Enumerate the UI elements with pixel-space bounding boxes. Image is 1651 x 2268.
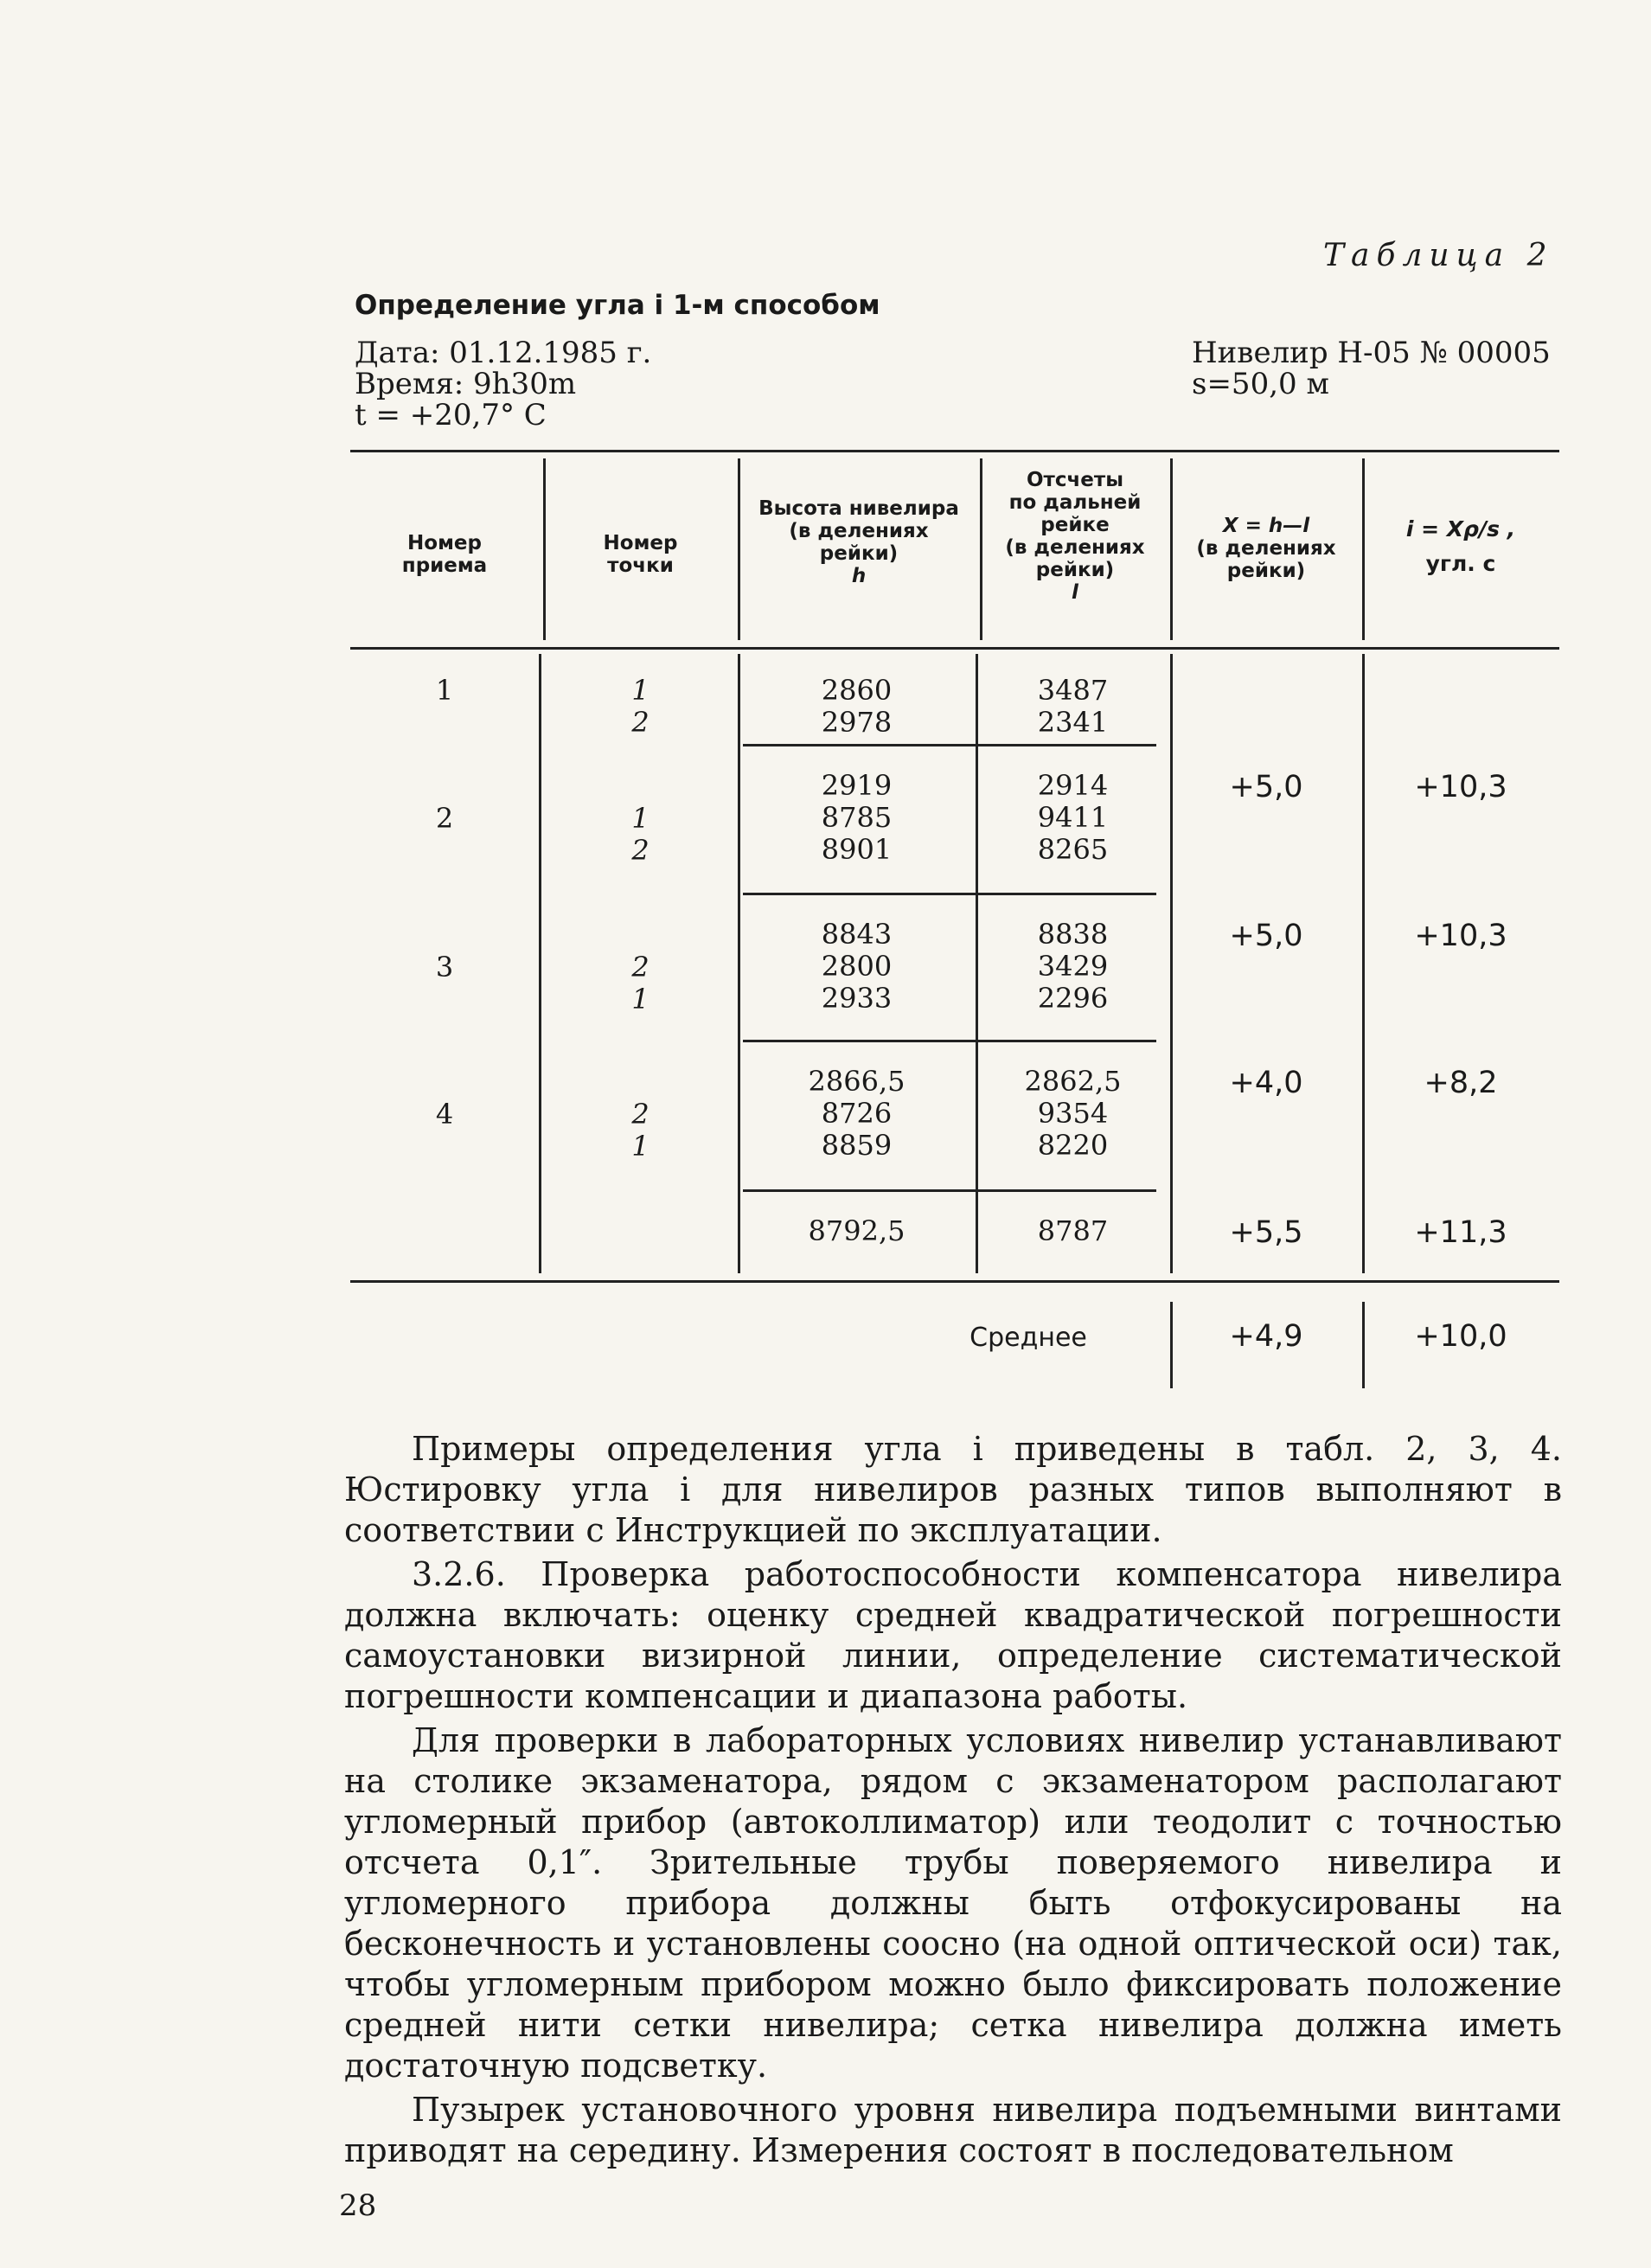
col-header-height-l4: h <box>851 565 867 587</box>
col-header-point-l1: Номер <box>603 532 678 554</box>
table-top-rule <box>350 450 1559 452</box>
col-header-readings-l3: рейке <box>1040 514 1110 536</box>
distance: s=50,0 м <box>1192 367 1329 401</box>
row1-l <box>976 675 1170 739</box>
row1-point-1: 1 <box>631 674 650 707</box>
col-header-x-l1: X = h—l <box>1222 515 1310 537</box>
row3-i: +10,3 <box>1414 919 1507 953</box>
date: Дата: 01.12.1985 г. <box>355 336 652 370</box>
row3-num: 3 <box>435 951 454 983</box>
col-header-reception-l2: приема <box>401 554 488 577</box>
row3-points <box>543 951 738 1015</box>
row1-l-1: 3487 <box>1037 674 1109 707</box>
row3-x: +5,0 <box>1229 919 1303 953</box>
col-header-x-l2: (в делениях <box>1196 537 1336 560</box>
paragraph-2: 3.2.6. Проверка работоспособности компенсатора нивелира должна включать: оценку средней квадратической погрешности самоустановки визирной линии, определение систематической погрешности компенсации и диапазона работы. <box>344 1555 1562 1715</box>
table-label: Таблица 2 <box>1323 238 1554 273</box>
row2-h-2: 8785 <box>821 801 893 834</box>
col-header-readings-l4: (в делениях <box>1005 536 1145 559</box>
col-header-x <box>1170 515 1362 582</box>
time: Время: 9h30m <box>355 367 577 401</box>
instrument: Нивелир Н-05 № 00005 <box>1192 336 1551 370</box>
row4-l-3: 8220 <box>1037 1129 1109 1162</box>
row4-point-2: 1 <box>631 1130 650 1163</box>
col-header-readings-l6: l <box>1072 581 1078 604</box>
row-sep-2 <box>743 893 1156 895</box>
row4-l <box>976 1066 1170 1162</box>
row3-h-3: 2933 <box>821 982 893 1015</box>
row2-point-2: 2 <box>631 834 650 867</box>
row4-i: +8,2 <box>1424 1066 1498 1100</box>
row2-l-2: 9411 <box>1037 801 1109 834</box>
row4-h-2: 8726 <box>821 1097 893 1130</box>
paragraph-4: Пузырек установочного уровня нивелира подъемными винтами приводят на середину. Измерения состоят в последовательном <box>344 2091 1562 2169</box>
row2-l-1: 2914 <box>1037 769 1109 802</box>
row3-h-2: 2800 <box>821 950 893 983</box>
meta-right <box>1192 337 1551 400</box>
row1-h <box>738 675 976 739</box>
temperature: t = +20,7° C <box>355 398 547 432</box>
col-header-point-l2: точки <box>607 554 674 577</box>
row3-h <box>738 919 976 1015</box>
col-header-height <box>738 497 980 587</box>
row1-num: 1 <box>435 674 454 707</box>
row4-point-1: 2 <box>631 1098 650 1131</box>
row2-h <box>738 770 976 866</box>
col-header-i-l2: угл. с <box>1425 551 1496 576</box>
row4-h-3: 8859 <box>821 1129 893 1162</box>
col-header-readings-l2: по дальней <box>1008 491 1142 514</box>
row4-num: 4 <box>435 1098 454 1131</box>
col-header-height-l2: (в делениях <box>789 520 929 542</box>
row1-point-2: 2 <box>631 706 650 739</box>
col-header-x-l3: рейки) <box>1226 560 1306 582</box>
row4-h-1: 2866,5 <box>808 1065 905 1098</box>
col-header-reception <box>350 532 539 577</box>
col-header-i <box>1362 512 1559 581</box>
row3-l-2: 3429 <box>1037 950 1109 983</box>
vline-b1 <box>539 654 541 1273</box>
row3-l-3: 2296 <box>1037 982 1109 1015</box>
col-header-readings-l1: Отсчеты <box>1026 469 1124 491</box>
row-sep-4 <box>743 1189 1156 1192</box>
vline-b4 <box>1170 654 1173 1273</box>
row2-x: +5,0 <box>1229 770 1303 804</box>
row1-l-2: 2341 <box>1037 706 1109 739</box>
row2-h-3: 8901 <box>821 833 893 866</box>
row1-points <box>543 675 738 739</box>
table-bottom-rule <box>350 1280 1559 1283</box>
col-header-readings <box>980 469 1170 604</box>
col-header-readings-l5: рейки) <box>1035 559 1115 581</box>
table-title: Определение угла i 1-м способом <box>355 290 880 321</box>
row3-l <box>976 919 1170 1015</box>
col-header-height-l1: Высота нивелира <box>758 497 959 520</box>
row5-l: 8787 <box>1037 1214 1109 1247</box>
row5-i: +11,3 <box>1414 1215 1507 1250</box>
row4-h <box>738 1066 976 1162</box>
row5-h: 8792,5 <box>808 1214 905 1247</box>
row3-point-2: 1 <box>631 983 650 1015</box>
col-header-i-l1: i = Xρ/s , <box>1405 516 1516 541</box>
average-x: +4,9 <box>1229 1319 1303 1354</box>
average-i: +10,0 <box>1414 1319 1507 1354</box>
row2-i: +10,3 <box>1414 770 1507 804</box>
col-header-reception-l1: Номер <box>407 532 482 554</box>
row2-h-1: 2919 <box>821 769 893 802</box>
row2-l <box>976 770 1170 866</box>
data-table <box>350 450 1559 1391</box>
col-header-point <box>543 532 738 577</box>
row-sep-3 <box>743 1040 1156 1042</box>
row2-num: 2 <box>435 802 454 835</box>
row3-h-1: 8843 <box>821 918 893 951</box>
row4-l-2: 9354 <box>1037 1097 1109 1130</box>
row3-point-1: 2 <box>631 951 650 983</box>
row3-l-1: 8838 <box>1037 918 1109 951</box>
meta-left <box>355 337 651 431</box>
row1-h-2: 2978 <box>821 706 893 739</box>
row4-points <box>543 1099 738 1163</box>
row2-l-3: 8265 <box>1037 833 1109 866</box>
row2-points <box>543 803 738 867</box>
col-header-height-l3: рейки) <box>819 542 899 565</box>
header-bottom-rule <box>350 647 1559 650</box>
paragraph-1: Примеры определения угла i приведены в табл. 2, 3, 4. Юстировку угла i для нивелиров разных типов выполняют в соответствии с Инструкцией по эксплуатации. <box>344 1430 1562 1549</box>
row4-l-1: 2862,5 <box>1024 1065 1122 1098</box>
page-number: 28 <box>339 2188 377 2223</box>
vline-b5 <box>1362 654 1365 1273</box>
row1-h-1: 2860 <box>821 674 893 707</box>
row-sep-1 <box>743 744 1156 746</box>
average-label: Среднее <box>969 1323 1087 1353</box>
row5-x: +5,5 <box>1229 1215 1303 1250</box>
row4-x: +4,0 <box>1229 1066 1303 1100</box>
row2-point-1: 1 <box>631 802 650 835</box>
body-text <box>344 1429 1562 2171</box>
paragraph-3: Для проверки в лабораторных условиях нивелир устанавливают на столике экзаменатора, рядом с экзаменатором располагают угломерный прибор (автоколлиматор) или теодолит с точностью отсчета 0,1″. Зрительные трубы поверяемого нивелира и угломерного прибора должны быть отфокусированы на бесконечность и установлены соосно (на одной оптической оси) так, чтобы угломерным прибором можно было фиксировать положение средней нити сетки нивелира; сетка нивелира должна иметь достаточную подсветку. <box>344 1721 1562 2085</box>
